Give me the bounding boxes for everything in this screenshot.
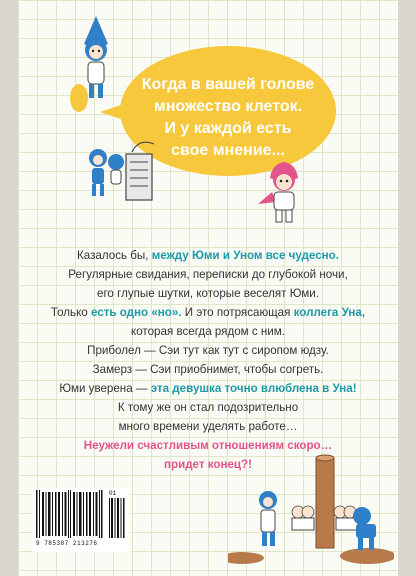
text-segment: И это потрясающая	[181, 306, 294, 319]
highlight-teal: эта девушка точно влюблена в Уна!	[150, 382, 357, 395]
highlight-teal: коллега Уна,	[293, 306, 366, 319]
bubble-line: множество клеток.	[153, 98, 303, 115]
cells-with-heater-illustration	[84, 136, 164, 206]
text-segment: Только	[50, 306, 91, 319]
description-line: много времени уделять работе…	[118, 420, 298, 433]
description-line	[26, 303, 390, 322]
description-line: которая всегда рядом с ним.	[131, 325, 285, 338]
description-line: Замерз — Сэи приобнимет, чтобы согреть.	[92, 363, 324, 376]
description-line-pink: придет конец?!	[163, 458, 253, 471]
book-back-cover	[18, 0, 398, 576]
description-line: Регулярные свидания, переписки до глубокой ночи,	[68, 268, 348, 281]
bubble-line: свое мнение...	[171, 142, 285, 159]
bubble-line: Когда в вашей голове	[141, 76, 315, 93]
description-line	[26, 379, 390, 398]
isbn-barcode	[32, 488, 130, 552]
highlight-teal: между Юми и Уном все чудесно.	[151, 249, 339, 262]
barcode-digits: 9 785387 213276	[36, 540, 98, 547]
bubble-line: И у каждой есть	[164, 120, 292, 137]
description-line	[26, 246, 390, 265]
book-description	[26, 246, 390, 474]
description-line: К тому же он стал подозрительно	[117, 401, 299, 414]
cells-with-stump-illustration	[228, 454, 394, 566]
blue-cell-character-top	[76, 14, 116, 106]
highlight-teal: есть одно «но».	[90, 306, 182, 319]
text-segment: Юми уверена —	[59, 382, 151, 395]
description-line: Приболел — Сэи тут как тут с сиропом юдзу.	[87, 344, 329, 357]
pink-hood-girl-character	[254, 160, 316, 224]
text-segment: Казалось бы,	[77, 249, 152, 262]
description-line-pink: Неужели счастливым отношениям скоро…	[83, 439, 333, 452]
description-line: его глупые шутки, которые веселят Юми.	[97, 287, 319, 300]
barcode-addon-digits: 01	[109, 490, 117, 497]
